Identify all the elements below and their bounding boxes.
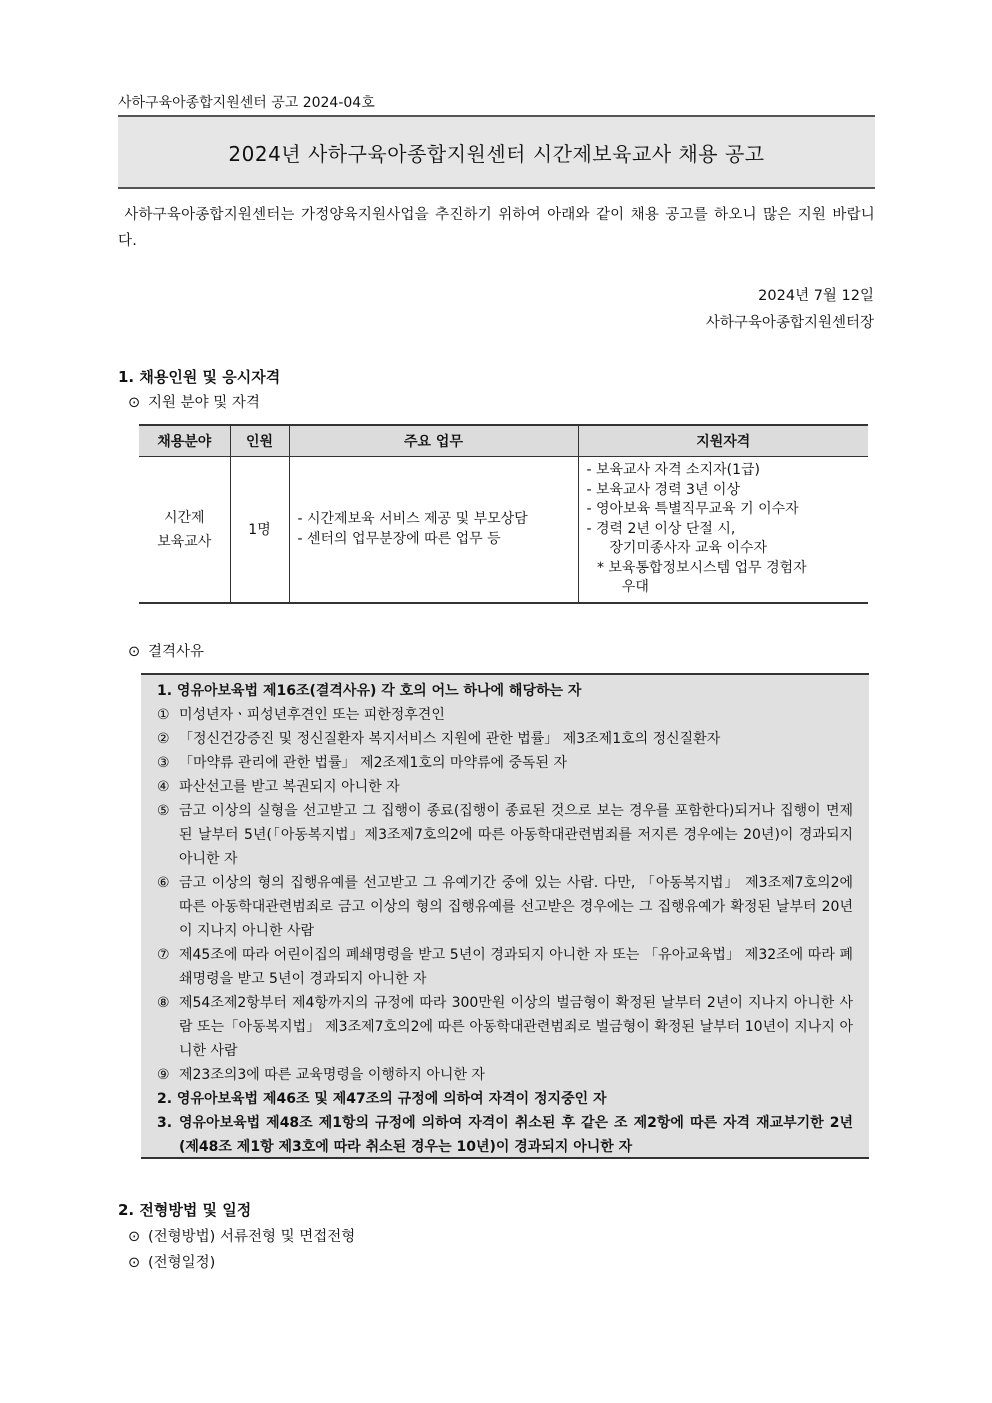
cell-count: 1명: [230, 457, 289, 603]
qualification-item: * 보육통합정보시스템 업무 경험자: [592, 559, 807, 576]
positions-table: [139, 424, 868, 604]
list-item: ① 미성년자ㆍ피성년후견인 또는 피한정후견인: [157, 707, 445, 723]
qualification-item: - 보육교사 경력 3년 이상: [586, 481, 740, 498]
document-number: 사하구육아종합지원센터 공고 2024-04호: [118, 95, 375, 111]
qualification-item: 장기미종사자 교육 이수자: [600, 540, 768, 556]
qualification-item: 우대: [608, 579, 649, 595]
bullet-fields: ⊙ 지원 분야 및 자격: [128, 395, 260, 411]
bullet-method: ⊙ (전형방법) 서류전형 및 면접전형: [128, 1229, 356, 1245]
cell-field: 시간제 보육교사: [139, 457, 230, 603]
title-banner: [118, 115, 875, 189]
list-item: ⑤ 금고 이상의 실형을 선고받고 그 집행이 종료(집행이 종료된 것으로 보는 경우를 포함한다)되거나 집행이 면제된 날부터 5년(「아동복지법」제3조제7호의2에 따른 아동학대관련범죄를 저지른 경우에는 20년)이 경과되지 아니한 자: [157, 803, 853, 867]
section-1-title: 1. 채용인원 및 응시자격: [118, 368, 281, 386]
circle-dot-icon: ⊙: [128, 1229, 141, 1245]
header-qualifications: 지원자격: [578, 425, 868, 457]
list-item: ⑨ 제23조의3에 따른 교육명령을 이행하지 아니한 자: [157, 1067, 485, 1083]
circle-dot-icon: ⊙: [128, 644, 141, 660]
table-header-row: [139, 425, 868, 457]
cell-duties: - 시간제보육 서비스 제공 및 부모상담 - 센터의 업무분장에 따른 업무 등: [289, 457, 578, 603]
disq-heading-3: 3. 영유아보육법 제48조 제1항의 규정에 의하여 자격이 취소된 후 같은 조 제2항에 따른 자격 재교부기한 2년(제48조 제1항 제3호에 따라 취소된 경우는 10년)이 경과되지 아니한 자: [157, 1115, 853, 1155]
section-2-title: 2. 전형방법 및 일정: [118, 1201, 252, 1219]
intro-paragraph: 사하구육아종합지원센터는 가정양육지원사업을 추진하기 위하여 아래와 같이 채용 공고를 하오니 많은 지원 바랍니다.: [118, 207, 875, 249]
list-item: ⑥ 금고 이상의 형의 집행유예를 선고받고 그 유예기간 중에 있는 사람. 다만, 「아동복지법」 제3조제7호의2에 따른 아동학대관련범죄로 금고 이상의 형의 집행유예를 선고받은 경우에는 그 집행유예가 확정된 날부터 20년이 지나지 아니한 사람: [157, 875, 853, 939]
header-field: 채용분야: [139, 425, 230, 457]
qualification-item: - 경력 2년 이상 단절 시,: [586, 520, 736, 537]
header-count: 인원: [230, 425, 289, 457]
list-item: ③ 「마약류 관리에 관한 법률」 제2조제1호의 마약류에 중독된 자: [157, 755, 568, 771]
bullet-schedule: ⊙ (전형일정): [128, 1255, 216, 1271]
list-item: ② 「정신건강증진 및 정신질환자 복지서비스 지원에 관한 법률」 제3조제1호의 정신질환자: [157, 731, 721, 747]
qualification-item: - 보육교사 자격 소지자(1급): [586, 462, 760, 478]
cell-qualifications: [578, 457, 868, 603]
header-duties: 주요 업무: [289, 425, 578, 457]
circle-dot-icon: ⊙: [128, 395, 141, 411]
disqualifications-box: [141, 673, 869, 1159]
list-item: ④ 파산선고를 받고 복권되지 아니한 자: [157, 779, 400, 795]
announcement-date: 2024년 7월 12일: [758, 288, 874, 304]
circle-dot-icon: ⊙: [128, 1255, 141, 1271]
list-item: ⑦ 제45조에 따라 어린이집의 폐쇄명령을 받고 5년이 경과되지 아니한 자 또는 「유아교육법」 제32조에 따라 폐쇄명령을 받고 5년이 경과되지 아니한 자: [157, 947, 853, 987]
page-title: 2024년 사하구육아종합지원센터 시간제보육교사 채용 공고: [228, 141, 765, 166]
disq-heading-1: 1. 영유아보육법 제16조(결격사유) 각 호의 어느 하나에 해당하는 자: [157, 683, 582, 699]
table-row: [139, 457, 868, 603]
bullet-disqualifications: ⊙ 결격사유: [128, 644, 205, 660]
issuer-name: 사하구육아종합지원센터장: [705, 315, 874, 331]
list-item: ⑧ 제54조제2항부터 제4항까지의 규정에 따라 300만원 이상의 벌금형이 확정된 날부터 2년이 지나지 아니한 사람 또는「아동복지법」 제3조제7호의2에 따른 아동학대관련범죄로 벌금형이 확정된 날부터 10년이 지나지 아니한 사람: [157, 995, 853, 1059]
qualification-item: - 영아보육 특별직무교육 기 이수자: [586, 501, 799, 517]
disq-heading-2: 2. 영유아보육법 제46조 및 제47조의 규정에 의하여 자격이 정지중인 자: [157, 1091, 607, 1107]
